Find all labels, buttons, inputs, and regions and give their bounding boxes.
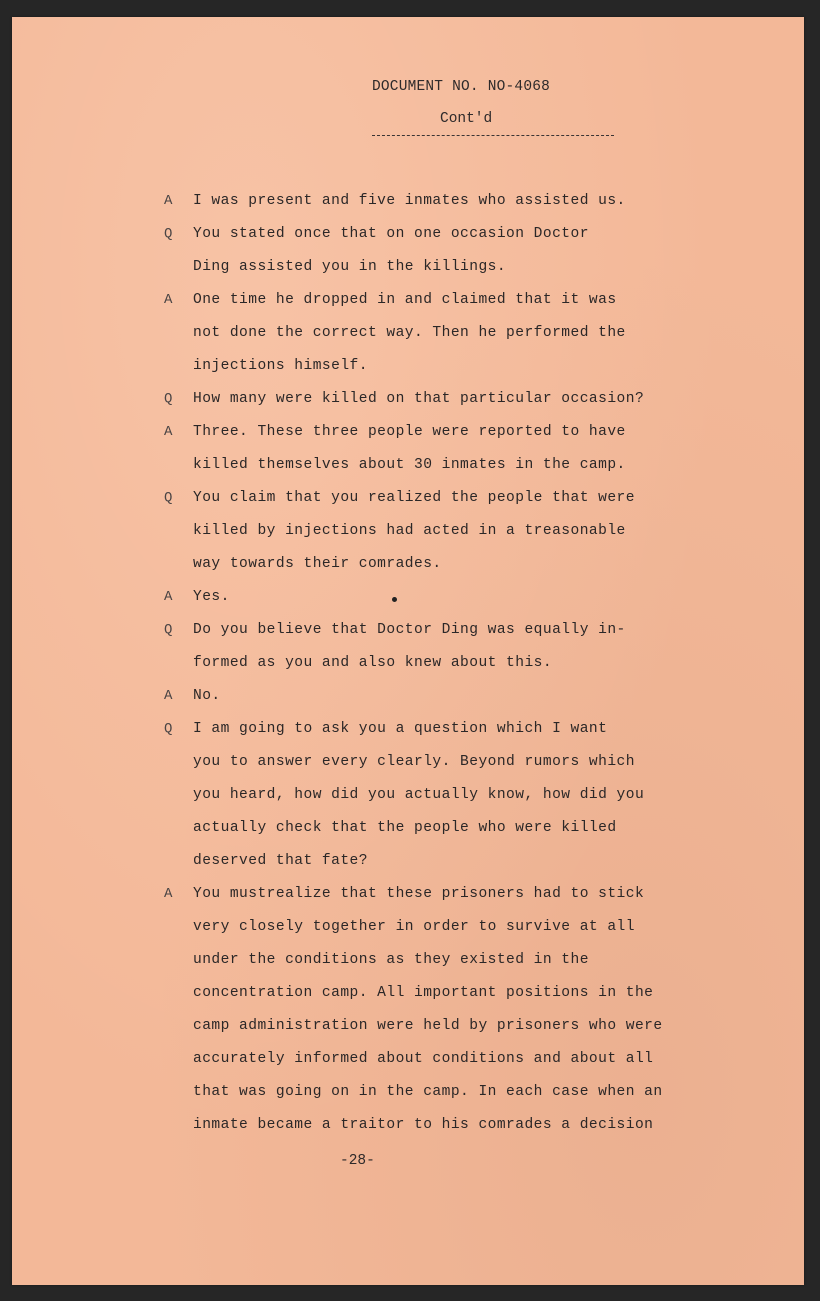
page-number: -28- bbox=[340, 1153, 375, 1169]
speaker-label: A bbox=[164, 589, 173, 605]
speaker-label: Q bbox=[164, 721, 173, 737]
entry-text: You claim that you realized the people that were killed by injections had acted in a treasonable way towards their comrades. bbox=[193, 490, 635, 572]
speaker-label: Q bbox=[164, 391, 173, 407]
speaker-label: A bbox=[164, 688, 173, 704]
entry-text: Three. These three people were reported to have killed themselves about 30 inmates in the camp. bbox=[193, 424, 626, 473]
document-number: DOCUMENT NO. NO-4068 bbox=[372, 79, 551, 95]
speaker-label: A bbox=[164, 886, 173, 902]
ink-speck bbox=[392, 597, 397, 602]
speaker-label: A bbox=[164, 193, 173, 209]
transcript-entry bbox=[12, 218, 804, 284]
speaker-label: Q bbox=[164, 490, 173, 506]
entry-text: How many were killed on that particular occasion? bbox=[193, 391, 645, 407]
transcript-entry bbox=[12, 680, 804, 713]
transcript-entry bbox=[12, 482, 804, 581]
transcript-entry bbox=[12, 581, 804, 614]
speaker-label: A bbox=[164, 292, 173, 308]
transcript-entry bbox=[12, 185, 804, 218]
speaker-label: A bbox=[164, 424, 173, 440]
transcript-entry bbox=[12, 416, 804, 482]
continued-label: Cont'd bbox=[440, 111, 493, 127]
transcript-entry bbox=[12, 713, 804, 878]
speaker-label: Q bbox=[164, 622, 173, 638]
transcript-entry bbox=[12, 878, 804, 1142]
transcript-entry bbox=[12, 383, 804, 416]
transcript-entry bbox=[12, 614, 804, 680]
speaker-label: Q bbox=[164, 226, 173, 242]
interrogation-transcript bbox=[12, 185, 804, 1142]
entry-text: Do you believe that Doctor Ding was equally in- formed as you and also knew about this. bbox=[193, 622, 626, 671]
entry-text: I was present and five inmates who assisted us. bbox=[193, 193, 626, 209]
entry-text: I am going to ask you a question which I want you to answer every clearly. Beyond rumors which you heard, how did you actually know, how did you actually check that the people who were killed deserved that fate? bbox=[193, 721, 645, 869]
entry-text: You stated once that on one occasion Doctor Ding assisted you in the killings. bbox=[193, 226, 589, 275]
entry-text: Yes. bbox=[193, 589, 230, 605]
header-underline bbox=[372, 135, 614, 136]
entry-text: One time he dropped in and claimed that it was not done the correct way. Then he performed the injections himself. bbox=[193, 292, 626, 374]
document-header bbox=[372, 79, 632, 127]
entry-text: You mustrealize that these prisoners had to stick very closely together in order to survive at all under the conditions as they existed in the concentration camp. All important positions in the camp administration were held by prisoners who were accurately informed about conditions and about all that was going on in the camp. In each case when an inmate became a traitor to his comrades a decision bbox=[193, 886, 663, 1133]
document-page bbox=[12, 17, 804, 1285]
entry-text: No. bbox=[193, 688, 221, 704]
transcript-entry bbox=[12, 284, 804, 383]
